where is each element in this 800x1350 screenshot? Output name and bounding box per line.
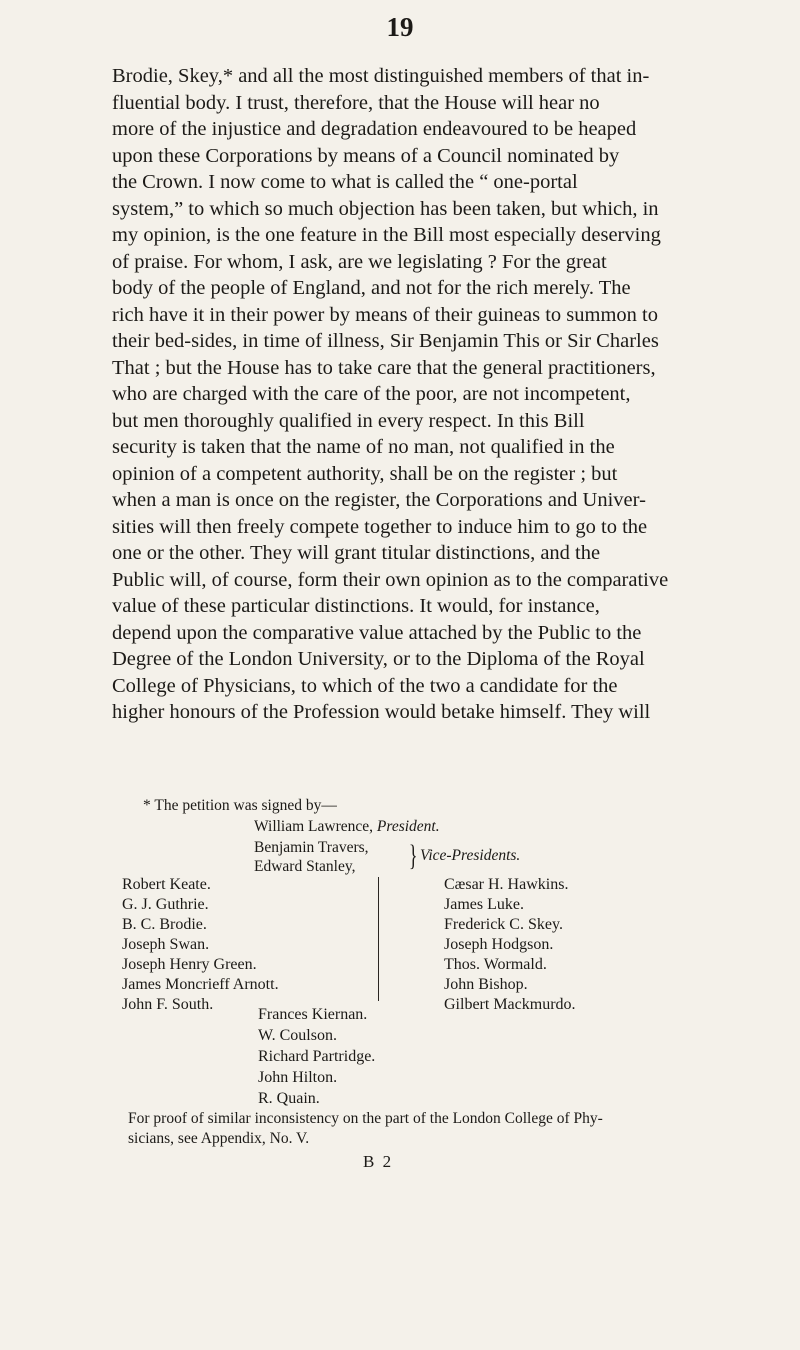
body-line: value of these particular distinctions. It would, for instance, — [112, 595, 600, 617]
signatory: John Hilton. — [258, 1069, 338, 1086]
signatory: Gilbert Mackmurdo. — [444, 996, 576, 1013]
body-line: who are charged with the care of the poor, are not incompetent, — [112, 383, 631, 405]
body-line: security is taken that the name of no man, not qualified in the — [112, 436, 615, 458]
body-line: the Crown. I now come to what is called the “ one-portal — [112, 171, 578, 193]
signatory: Thos. Wormald. — [444, 956, 547, 973]
footnote-intro: * The petition was signed by— — [143, 797, 337, 814]
footnote-president — [254, 817, 440, 836]
vice-president-names — [254, 838, 369, 876]
signatory: G. J. Guthrie. — [122, 896, 209, 913]
signatory: James Moncrieff Arnott. — [122, 976, 279, 993]
body-line: system,” to which so much objection has been taken, but which, in — [112, 197, 659, 220]
body-line: College of Physicians, to which of the two a candidate for the — [112, 674, 618, 697]
proof-note-line: For proof of similar inconsistency on the part of the London College of Phy- — [128, 1110, 603, 1127]
signatories-right-column — [444, 875, 576, 1015]
body-line: fluential body. I trust, therefore, that the House will hear no — [112, 91, 600, 114]
column-divider — [378, 877, 379, 1001]
body-text — [112, 63, 722, 726]
body-line: more of the injustice and degradation endeavoured to be heaped — [112, 118, 637, 140]
signatory: John F. South. — [122, 996, 214, 1013]
body-line: sities will then freely compete together to induce him to go to the — [112, 515, 648, 538]
body-line: higher honours of the Profession would betake himself. They will — [112, 701, 651, 723]
signatory: Joseph Henry Green. — [122, 956, 257, 973]
body-line: Public will, of course, form their own opinion as to the comparative — [112, 568, 669, 591]
signatory: Cæsar H. Hawkins. — [444, 876, 569, 893]
body-line: but men thoroughly qualified in every respect. In this Bill — [112, 409, 585, 432]
signatory: B. C. Brodie. — [122, 916, 207, 933]
signatory: Robert Keate. — [122, 876, 211, 893]
body-line: of praise. For whom, I ask, are we legislating ? For the great — [112, 250, 607, 273]
signatories-center-column — [258, 1004, 375, 1109]
signatory: James Luke. — [444, 896, 524, 913]
body-line: upon these Corporations by means of a Council nominated by — [112, 144, 620, 167]
body-line: one or the other. They will grant titular distinctions, and the — [112, 542, 601, 564]
signatories-left-column — [122, 875, 279, 1015]
body-line: depend upon the comparative value attached by the Public to the — [112, 621, 642, 644]
body-line: when a man is once on the register, the Corporations and Univer- — [112, 489, 646, 511]
body-line: their bed-sides, in time of illness, Sir Benjamin This or Sir Charles — [112, 330, 659, 352]
vice-president-name: Edward Stanley, — [254, 858, 356, 875]
vice-presidents-label: Vice-Presidents. — [420, 847, 521, 864]
proof-note-line: sicians, see Appendix, No. V. — [128, 1129, 310, 1147]
body-line: opinion of a competent authority, shall be on the register ; but — [112, 462, 618, 485]
proof-note — [128, 1109, 728, 1148]
vice-president-name: Benjamin Travers, — [254, 839, 369, 856]
signature-mark: B 2 — [363, 1152, 394, 1171]
signatory: John Bishop. — [444, 976, 528, 993]
body-line: my opinion, is the one feature in the Bill most especially deserving — [112, 224, 661, 246]
body-line: That ; but the House has to take care that the general practitioners, — [112, 356, 656, 379]
signatory: Richard Partridge. — [258, 1048, 376, 1065]
page-number: 19 — [386, 12, 414, 42]
brace-icon: } — [408, 839, 418, 872]
signatory: R. Quain. — [258, 1090, 320, 1107]
president-title: President. — [376, 818, 440, 835]
body-line: body of the people of England, and not for the rich merely. The — [112, 277, 631, 299]
president-name: William Lawrence, — [254, 818, 374, 835]
signatory: Joseph Swan. — [122, 936, 210, 953]
signatory: W. Coulson. — [258, 1027, 337, 1044]
body-line: rich have it in their power by means of their guineas to summon to — [112, 303, 658, 326]
body-line: Degree of the London University, or to the Diploma of the Royal — [112, 648, 645, 670]
signatory: Joseph Hodgson. — [444, 936, 554, 953]
body-line: Brodie, Skey,* and all the most distinguished members of that in- — [112, 65, 650, 87]
signatory: Frances Kiernan. — [258, 1006, 368, 1023]
signatory: Frederick C. Skey. — [444, 916, 563, 933]
